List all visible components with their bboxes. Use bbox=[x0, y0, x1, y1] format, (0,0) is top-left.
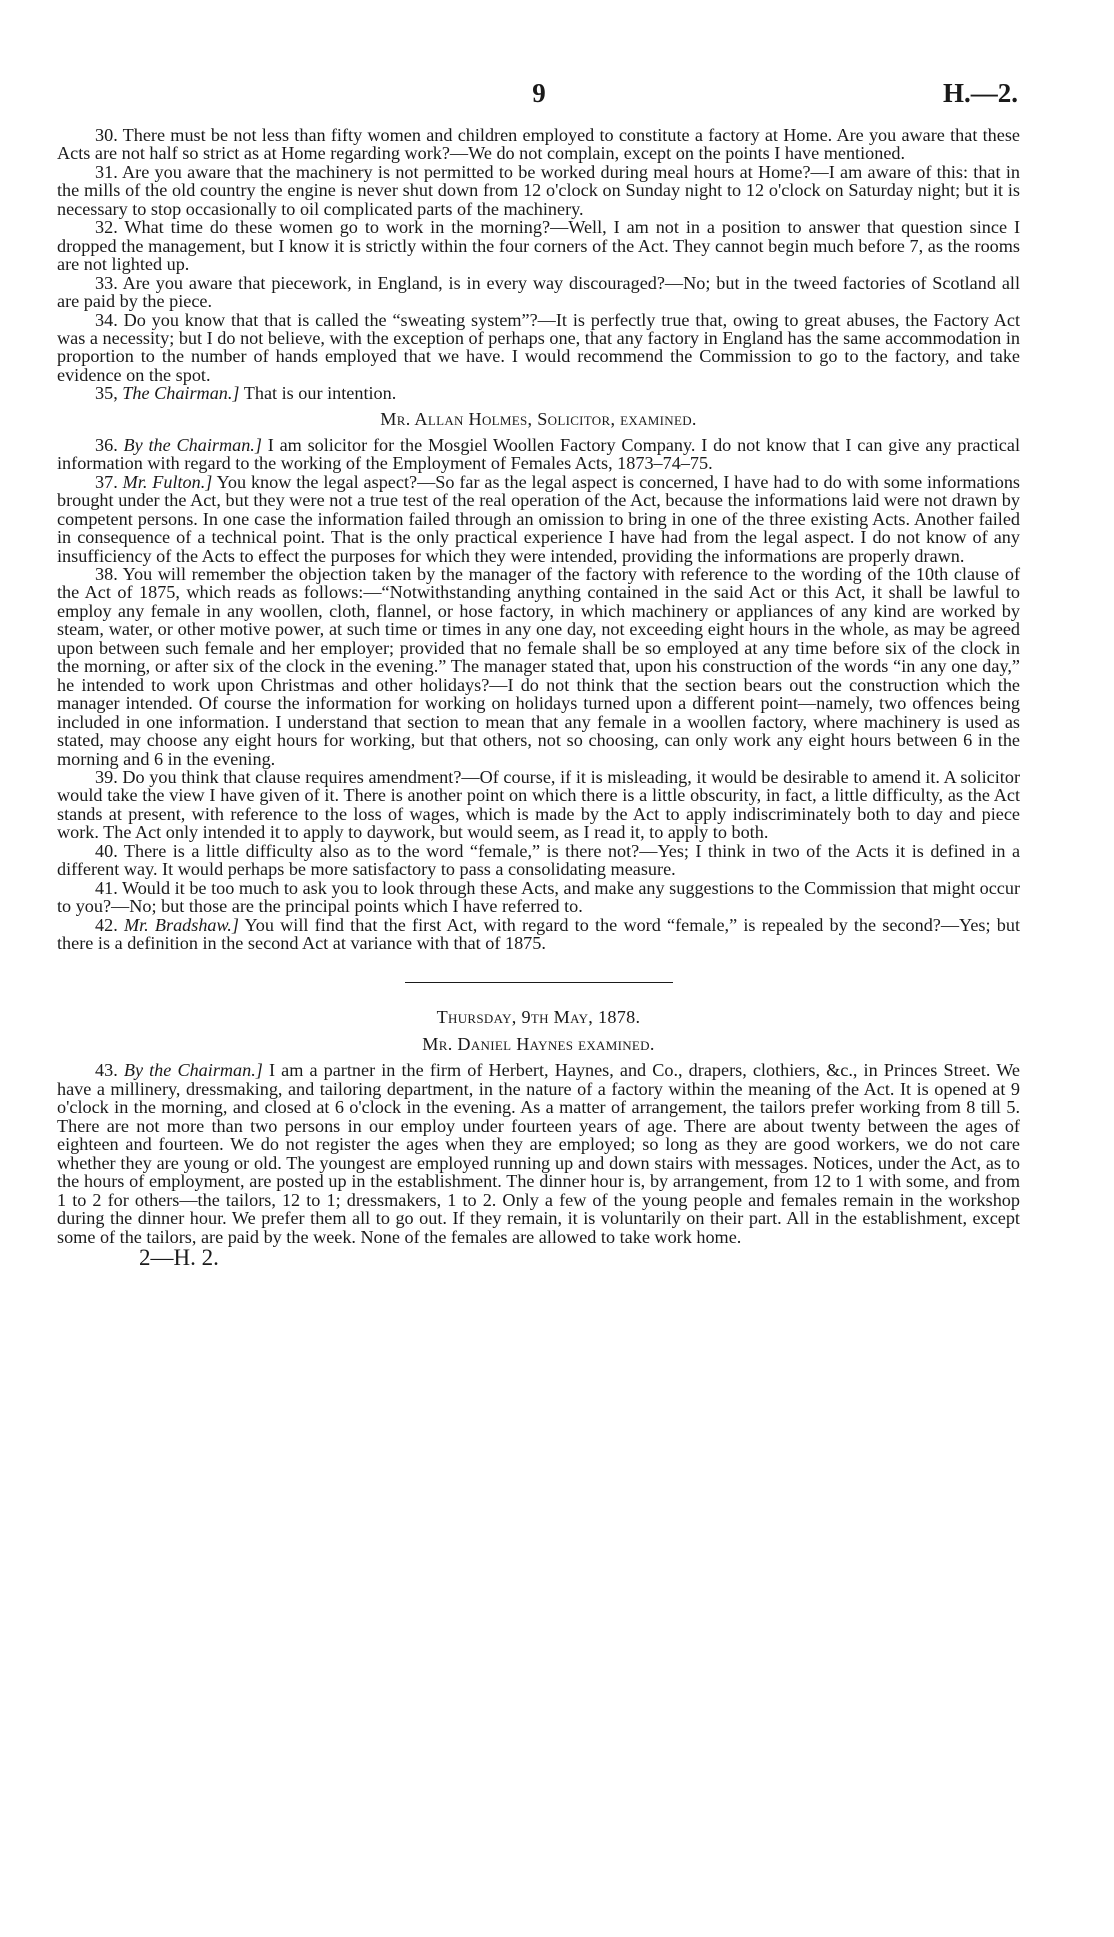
question-number: 31. bbox=[95, 161, 118, 182]
paragraph-text: Are you aware that the machinery is not permitted to be worked during meal hours at Home?—I am aware of this: that in the mills of the old country the engine is never shut down from 12 o'clock on Sunday night to 12 o'clock on Saturday night; but it is necessary to stop occasionally to oil complicated parts of the machinery. bbox=[57, 161, 1020, 219]
question-number: 32. bbox=[95, 217, 118, 238]
paragraph-text: Would it be too much to ask you to look through these Acts, and make any suggestions to the Commission that might occur to you?—No; but those are the principal points which I have referred to. bbox=[57, 877, 1021, 917]
speaker-label: Mr. Bradshaw.] bbox=[123, 914, 239, 935]
question-number: 34. bbox=[95, 309, 118, 330]
witness-heading-holmes: Mr. Allan Holmes, Solicitor, examined. bbox=[380, 408, 697, 429]
question-number: 33. bbox=[95, 272, 118, 293]
question-number: 38. bbox=[95, 563, 118, 584]
section-divider bbox=[405, 982, 673, 983]
document-body bbox=[57, 126, 1020, 1270]
evidence-paragraph bbox=[57, 1061, 1020, 1246]
evidence-paragraph bbox=[57, 565, 1020, 768]
question-number: 39. bbox=[95, 766, 118, 787]
question-number: 42. bbox=[95, 914, 118, 935]
paragraph-text: There must be not less than fifty women and children employed to constitute a factory at Home. Are you aware that these Acts are not half so strict as at Home regarding work?—We do not complain, except on the points I have mentioned. bbox=[57, 125, 1020, 164]
evidence-paragraph bbox=[57, 768, 1020, 842]
question-number: 35, bbox=[95, 383, 118, 404]
witness-heading-haynes: Mr. Daniel Haynes examined. bbox=[422, 1034, 655, 1055]
question-number: 30. bbox=[95, 125, 118, 145]
speaker-label: By the Chairman.] bbox=[123, 1060, 263, 1081]
question-number: 36. bbox=[95, 434, 118, 455]
evidence-paragraph bbox=[57, 384, 1020, 402]
evidence-paragraph bbox=[57, 163, 1020, 218]
page-number: 9 bbox=[532, 78, 546, 108]
evidence-section-b bbox=[57, 436, 1020, 953]
paragraph-text: Are you aware that piecework, in England, is in every way discouraged?—No; but in the tweed factories of Scotland all are paid by the piece. bbox=[57, 272, 1020, 312]
paragraph-text: Do you think that clause requires amendment?—Of course, if it is misleading, it would be desirable to amend it. A solicitor would take the view I have given of it. There is another point on which there is a little obscurity, in fact, a little difficulty, as the Act stands at present, with reference to the loss of wages, which is made by the Act to apply indiscriminately both to day and piece work. The Act only intended it to apply to daywork, but would seem, as I read it, to apply to both. bbox=[57, 766, 1020, 843]
evidence-paragraph bbox=[57, 473, 1020, 565]
speaker-label: By the Chairman.] bbox=[123, 434, 262, 455]
paragraph-text: What time do these women go to work in the morning?—Well, I am not in a position to answer that question since I dropped the management, but I know it is strictly within the four corners of the Act. They cannot begin much before 7, as the rooms are not lighted up. bbox=[57, 217, 1021, 275]
evidence-section-c bbox=[57, 1061, 1020, 1246]
page-header bbox=[60, 78, 1018, 112]
evidence-paragraph bbox=[57, 916, 1020, 953]
paragraph-text: You will find that the first Act, with regard to the word “female,” is repealed by the second?—Yes; but there is a definition in the second Act at variance with that of 1875. bbox=[57, 914, 1020, 954]
evidence-paragraph bbox=[57, 274, 1020, 311]
question-number: 40. bbox=[95, 840, 118, 861]
paragraph-text: There is a little difficulty also as to the word “female,” is there not?—Yes; I think in two of the Acts it is defined in a different way. It would perhaps be more satisfactory to pass a consolidating measure. bbox=[57, 840, 1021, 880]
paper-reference: H.—2. bbox=[942, 78, 1018, 108]
signature-mark: 2—H. 2. bbox=[139, 1245, 219, 1271]
evidence-section-a bbox=[57, 126, 1020, 403]
paragraph-text: That is our intention. bbox=[243, 383, 397, 404]
date-heading: Thursday, 9th May, 1878. bbox=[436, 1007, 641, 1028]
evidence-paragraph bbox=[57, 879, 1020, 916]
paragraph-text: I am a partner in the firm of Herbert, Haynes, and Co., drapers, clothiers, &c., in Princes Street. We have a millinery, dressmaking, and tailoring department, in the nature of a factory within the meaning of the Act. It is opened at 9 o'clock in the morning, and closed at 6 o'clock in the evening. As a matter of arrangement, the tailors prefer working from 8 till 5. There are not more than two persons in our employ under fourteen years of age. There are about twenty between the ages of eighteen and fourteen. We do not register the ages when they are employed; so long as they are good workers, we do not care whether they are young or old. The youngest are employed running up and down stairs with messages. Notices, under the Act, as to the hours of employment, are posted up in the establishment. The dinner hour is, by arrangement, from 12 to 1 with some, and from 1 to 2 for others—the tailors, 12 to 1; dressmakers, 1 to 2. Only a few of the young people and females remain in the workshop during the dinner hour. We prefer them all to go out. If they remain, it is voluntarily on their part. All in the establishment, except some of the tailors, are paid by the week. None of the females are allowed to take work home. bbox=[57, 1060, 1020, 1247]
paragraph-text: I am solicitor for the Mosgiel Woollen Factory Company. I do not know that I can give any practical information with regard to the working of the Employment of Females Acts, 1873–74–75. bbox=[57, 434, 1020, 474]
evidence-paragraph bbox=[57, 126, 1020, 163]
evidence-paragraph bbox=[57, 311, 1020, 385]
paragraph-text: Do you know that that is called the “sweating system”?—It is perfectly true that, owing to great abuses, the Factory Act was a necessity; but I do not believe, with the exception of perhaps one, that any factory in England has the same accommodation in proportion to the number of hands employed that we have. I would recommend the Commission to go to the factory, and take evidence on the spot. bbox=[57, 309, 1021, 385]
speaker-label: The Chairman.] bbox=[122, 383, 240, 404]
evidence-paragraph bbox=[57, 842, 1020, 879]
evidence-paragraph bbox=[57, 218, 1020, 273]
paragraph-text: You know the legal aspect?—So far as the legal aspect is concerned, I have had to do with some informations brought under the Act, but they were not a true test of the real operation of the Act, because the informations laid were not drawn by competent persons. In one case the information failed through an omission to bring in one of the three existing Acts. Another failed in consequence of a technical point. That is the only practical experience I have had from the legal aspect. I do not know of any insufficiency of the Acts to effect the purposes for which they were intended, providing the informations are properly drawn. bbox=[57, 471, 1020, 566]
speaker-label: Mr. Fulton.] bbox=[122, 471, 213, 492]
question-number: 37. bbox=[95, 471, 118, 492]
paragraph-text: You will remember the objection taken by the manager of the factory with reference to the wording of the 10th clause of the Act of 1875, which reads as follows:—“Notwithstanding anything contained in the said Act or this Act, it shall be lawful to employ any female in any woollen, cloth, flannel, or hose factory, in which machinery or appliances of any kind are worked by steam, water, or other motive power, at such time or times in any one day, not exceeding eight hours in the whole, as may be agreed upon between such female and her employer; provided that no female shall be so employed at any time before six of the clock in the morning, or after six of the clock in the evening.” The manager stated that, upon his construction of the words “in any one day,” he intended to work upon Christmas and other holidays?—I do not think that the section bears out the construction which the manager intended. Of course the information for working on holidays turned upon a different point—namely, two offences being included in one information. I understand that section to mean that any female in a woollen factory, where machinery is used as stated, may choose any eight hours for working, but that others, not so choosing, can only work any eight hours between 6 in the morning and 6 in the evening. bbox=[57, 563, 1021, 769]
evidence-paragraph bbox=[57, 436, 1020, 473]
question-number: 41. bbox=[95, 877, 118, 898]
question-number: 43. bbox=[95, 1060, 118, 1081]
